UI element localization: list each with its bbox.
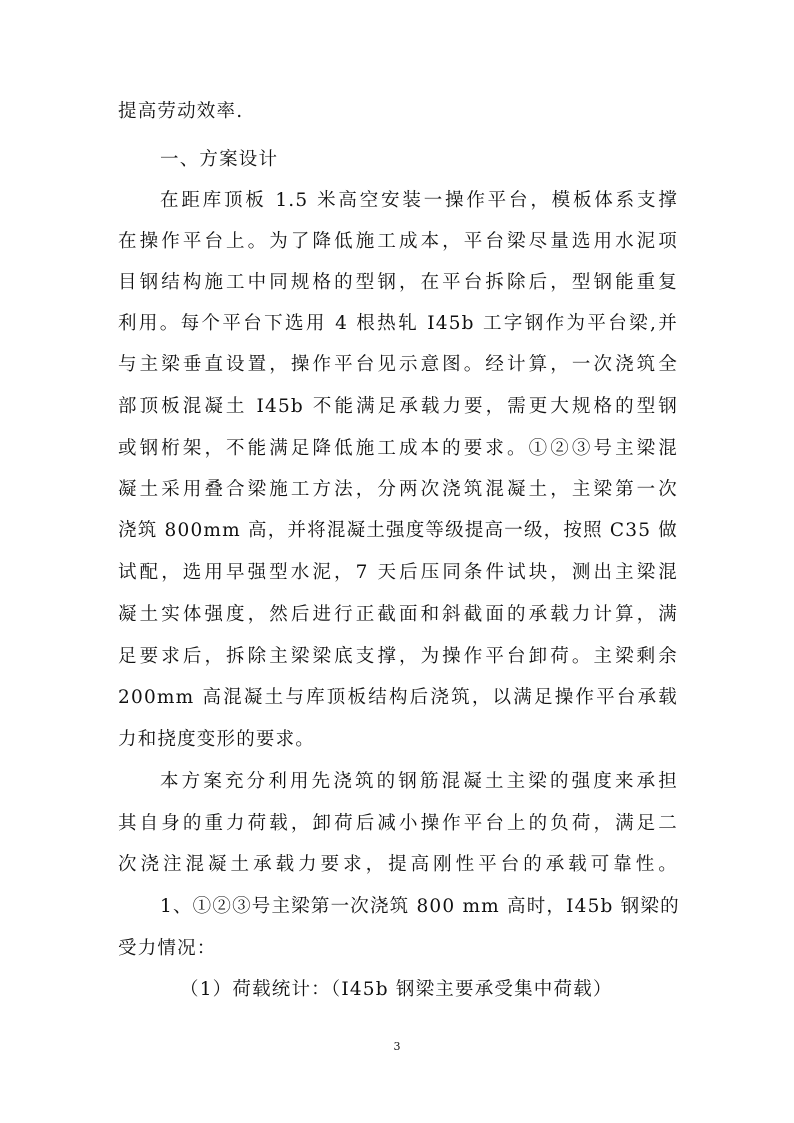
text-line: 与主梁垂直设置，操作平台见示意图。经计算，一次浇筑全 [118, 354, 678, 375]
text-line: 凝土采用叠合梁施工方法，分两次浇筑混凝土，主梁第一次 [118, 479, 678, 500]
text-line: 目钢结构施工中同规格的型钢，在平台拆除后，型钢能重复 [118, 272, 678, 293]
text-line: （1）荷载统计：（I45b 钢梁主要承受集中荷载） [180, 979, 613, 1000]
text-line: 提高劳动效率. [118, 101, 244, 122]
text-line: 在距库顶板 1.5 米高空安装一操作平台，模板体系支撑 [160, 190, 678, 211]
text-line: 足要求后，拆除主梁梁底支撑，为操作平台卸荷。主梁剩余 [118, 646, 678, 667]
text-line: 次浇注混凝土承载力要求，提高刚性平台的承载可靠性。 [118, 854, 678, 875]
section-heading: 一、方案设计 [160, 149, 279, 170]
text-line: 部顶板混凝土 I45b 不能满足承载力要，需更大规格的型钢 [118, 396, 678, 417]
text-line: 1、①②③号主梁第一次浇筑 800 mm 高时，I45b 钢梁的 [160, 896, 680, 917]
text-line: 本方案充分利用先浇筑的钢筋混凝土主梁的强度来承担 [160, 771, 678, 792]
text-line: 200mm 高混凝土与库顶板结构后浇筑，以满足操作平台承载 [118, 687, 678, 708]
text-line: 凝土实体强度，然后进行正截面和斜截面的承载力计算，满 [118, 604, 678, 625]
text-line: 试配，选用早强型水泥，7 天后压同条件试块，测出主梁混 [118, 562, 678, 583]
text-line: 浇筑 800mm 高，并将混凝土强度等级提高一级，按照 C35 做 [118, 520, 678, 541]
page-number: 3 [393, 1040, 401, 1053]
text-line: 利用。每个平台下选用 4 根热轧 I45b 工字钢作为平台梁,并 [118, 313, 678, 334]
text-line: 力和挠度变形的要求。 [118, 729, 316, 750]
text-line: 在操作平台上。为了降低施工成本，平台梁尽量选用水泥项 [118, 231, 678, 252]
text-line: 受力情况： [118, 938, 217, 959]
text-line: 其自身的重力荷载，卸荷后减小操作平台上的负荷，满足二 [118, 813, 678, 834]
text-line: 或钢桁架，不能满足降低施工成本的要求。①②③号主梁混 [118, 438, 678, 459]
